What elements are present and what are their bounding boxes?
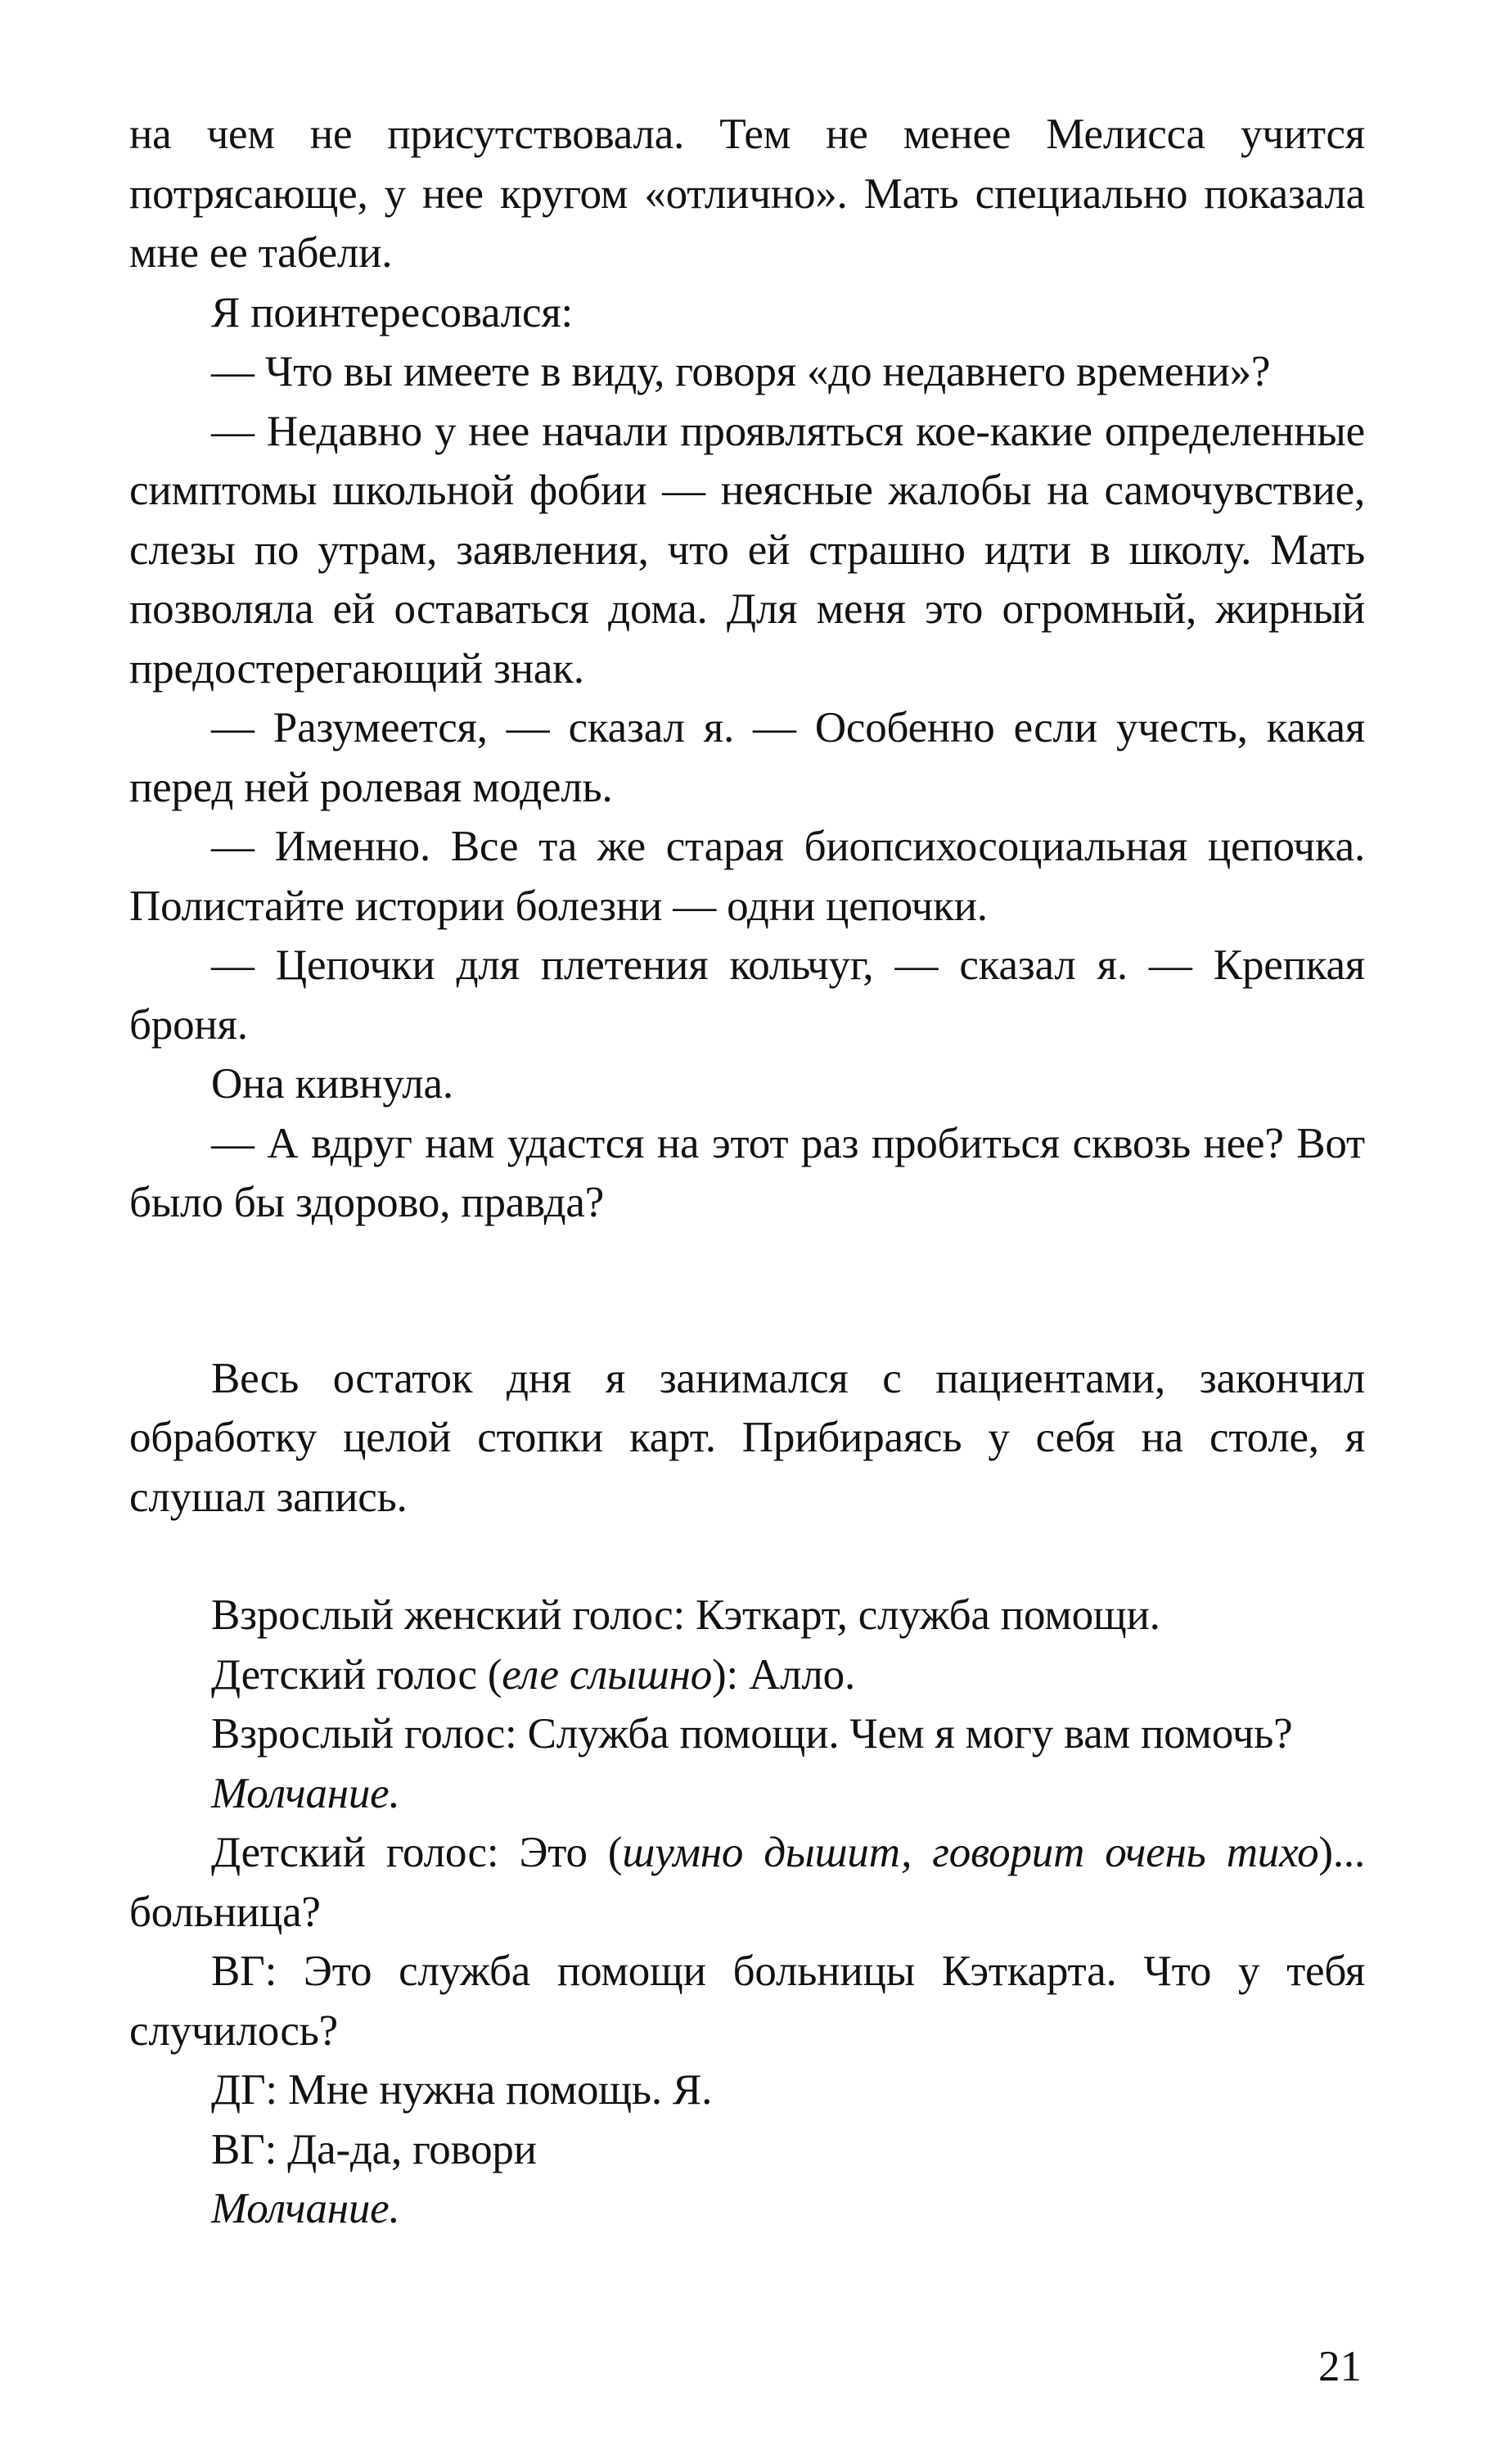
paragraph-4: — Недавно у нее начали проявляться кое-какие определенные симптомы школьной фобии — неясные жалобы на самочувствие, слезы по утрам, заявления, что ей страшно идти в школу. Мать позволяла ей оставаться дома. Для меня это огромный, жирный предостерегающий знак. xyxy=(129,407,1365,693)
transcript-line-9 xyxy=(129,2179,1365,2239)
transcript-line-5-pre: Детский голос: Это ( xyxy=(211,1829,623,1876)
transcript-line-3: Взрослый голос: Служба помощи. Чем я могу вам помочь? xyxy=(211,1710,1293,1758)
transcript-line-6: ВГ: Это служба помощи больницы Кэткарта. Что у тебя случилось? xyxy=(129,1947,1365,2055)
paragraph-9: — А вдруг нам удастся на этот раз пробиться сквозь нее? Вот было бы здорово, правда? xyxy=(129,1119,1365,1226)
transcript-line-2-italic: еле слышно xyxy=(502,1650,713,1699)
paragraph-5: — Разумеется, — сказал я. — Особенно если учесть, какая перед ней ролевая модель. xyxy=(129,704,1365,811)
page-body xyxy=(129,105,1365,2239)
paragraph-10: Весь остаток дня я занимался с пациентами, закончил обработку целой стопки карт. Прибираясь у себя на столе, я слушал запись. xyxy=(129,1354,1365,1521)
transcript-line-2-post: ): Алло. xyxy=(712,1650,855,1699)
transcript-line-7: ДГ: Мне нужна помощь. Я. xyxy=(211,2066,713,2114)
transcript-line-4 xyxy=(129,1764,1365,1824)
paragraph-1: на чем не присутствовала. Тем не менее Мелисса учится потрясающе, у нее кругом «отлично». Мать специально показала мне ее табели. xyxy=(129,111,1365,277)
paragraph-8: Она кивнула. xyxy=(211,1060,453,1108)
paragraph-7: — Цепочки для плетения кольчуг, — сказал я. — Крепкая броня. xyxy=(129,941,1365,1049)
page-number: 21 xyxy=(1318,2343,1362,2390)
transcript-line-5 xyxy=(129,1823,1365,1942)
transcript-line-2-pre: Детский голос ( xyxy=(211,1650,502,1699)
transcript-line-1: Взрослый женский голос: Кэткарт, служба помощи. xyxy=(211,1591,1160,1639)
transcript-silence-2: Молчание. xyxy=(211,2185,400,2232)
transcript-line-2 xyxy=(129,1645,1365,1705)
paragraph-6: — Именно. Все та же старая биопсихосоциальная цепочка. Полистайте истории болезни — одни цепочки. xyxy=(129,823,1365,930)
transcript-silence-1: Молчание. xyxy=(211,1769,400,1817)
paragraph-2: Я поинтересовался: xyxy=(211,288,574,336)
paragraph-3: — Что вы имеете в виду, говоря «до недавнего времени»? xyxy=(211,348,1271,395)
transcript-line-5-italic: шумно дышит, говорит очень тихо xyxy=(622,1829,1319,1876)
transcript-line-5-post: )... больница? xyxy=(129,1829,1365,1936)
transcript-line-8: ВГ: Да-да, говори xyxy=(211,2125,537,2173)
